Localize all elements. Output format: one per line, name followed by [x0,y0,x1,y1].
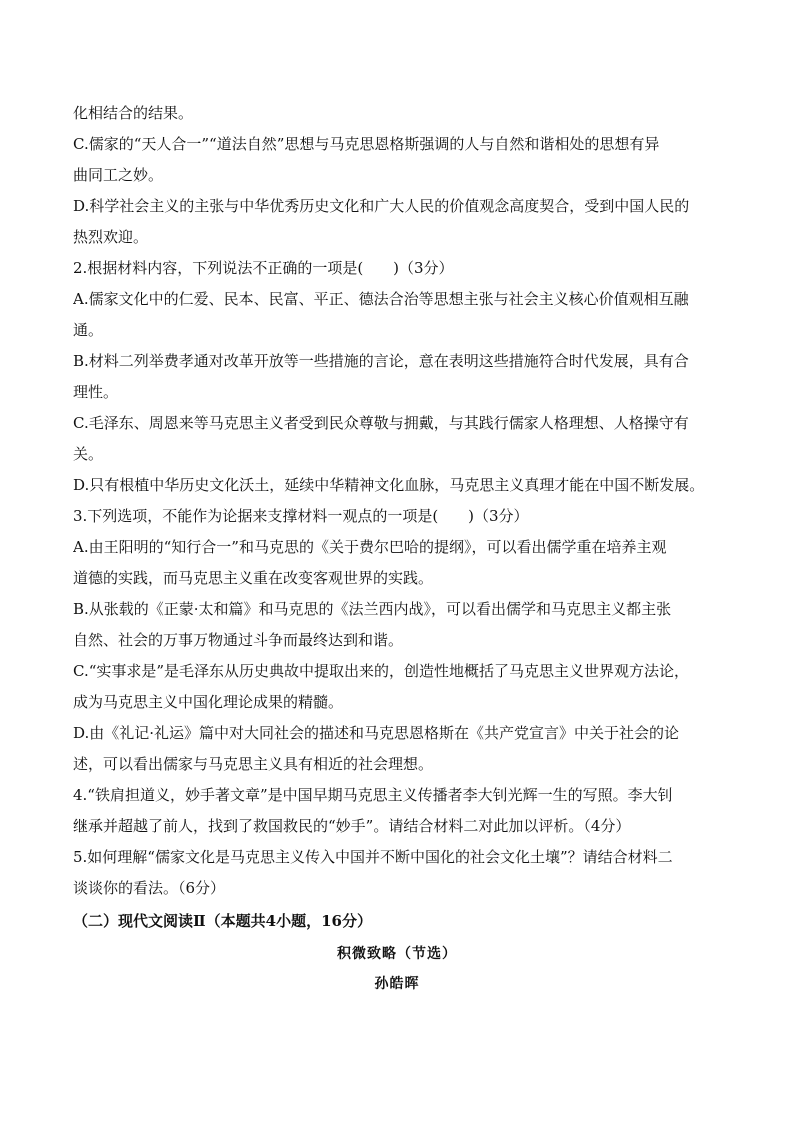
text-line: C.儒家的“天人合一”“道法自然”思想与马克思恩格斯强调的人与自然和谐相处的思想有异 [73,135,660,153]
text-line: 热烈欢迎。 [73,228,149,246]
text-line: 成为马克思主义中国化理论成果的精髓。 [73,693,344,711]
text-line: C.毛泽东、周恩来等马克思主义者受到民众尊敬与拥戴，与其践行儒家人格理想、人格操守有 [73,414,689,432]
text-line: D.科学社会主义的主张与中华优秀历史文化和广大人民的价值观念高度契合，受到中国人民的 [73,197,690,215]
text-line: C.“实事求是”是毛泽东从历史典故中提取出来的，创造性地概括了马克思主义世界观方法论， [73,662,690,680]
text-line: B.材料二列举费孝通对改革开放等一些措施的言论，意在表明这些措施符合时代发展，具有合 [73,352,689,370]
article-author: 孙皓晖 [374,976,420,992]
text-line: A.由王阳明的“知行合一”和马克思的《关于费尔巴哈的提纲》，可以看出儒学重在培养主观 [73,538,667,556]
text-line: 继承并超越了前人，找到了救国救民的“妙手”。请结合材料二对此加以评析。（4分） [73,817,631,835]
text-line: 述，可以看出儒家与马克思主义具有相近的社会理想。 [73,755,434,773]
text-line: 关。 [73,445,104,463]
question-3: 3.下列选项，不能作为论据来支撑材料一观点的一项是( )（3分） [73,507,529,525]
question-2: 2.根据材料内容，下列说法不正确的一项是( )（3分） [73,259,454,277]
question-4: 4.“铁肩担道义，妙手著文章”是中国早期马克思主义传播者李大钊光辉一生的写照。李大钊 [73,786,673,804]
article-title: 积微致略（节选） [337,946,457,962]
text-line: 理性。 [73,383,119,401]
text-line: 道德的实践，而马克思主义重在改变客观世界的实践。 [73,569,434,587]
text-line: 通。 [73,321,104,339]
text-line: D.由《礼记·礼运》篇中对大同社会的描述和马克思恩格斯在《共产党宣言》中关于社会的论 [73,724,680,742]
text-line: 自然、社会的万事万物通过斗争而最终达到和谐。 [73,631,404,649]
text-line: D.只有根植中华历史文化沃土，延续中华精神文化血脉，马克思主义真理才能在中国不断发展。 [73,476,705,494]
section-heading: （二）现代文阅读Ⅱ（本题共4小题，16分） [73,912,372,930]
text-line: B.从张载的《正蒙·太和篇》和马克思的《法兰西内战》，可以看出儒学和马克思主义都主张 [73,600,672,618]
text-line: A.儒家文化中的仁爱、民本、民富、平正、德法合治等思想主张与社会主义核心价值观相互融 [73,290,689,308]
text-line: 曲同工之妙。 [73,166,164,184]
text-line: 化相结合的结果。 [73,104,194,122]
question-5: 5.如何理解“儒家文化是马克思主义传入中国并不断中国化的社会文化土壤”？请结合材料二 [73,848,673,866]
text-line: 谈谈你的看法。（6分） [73,879,226,897]
